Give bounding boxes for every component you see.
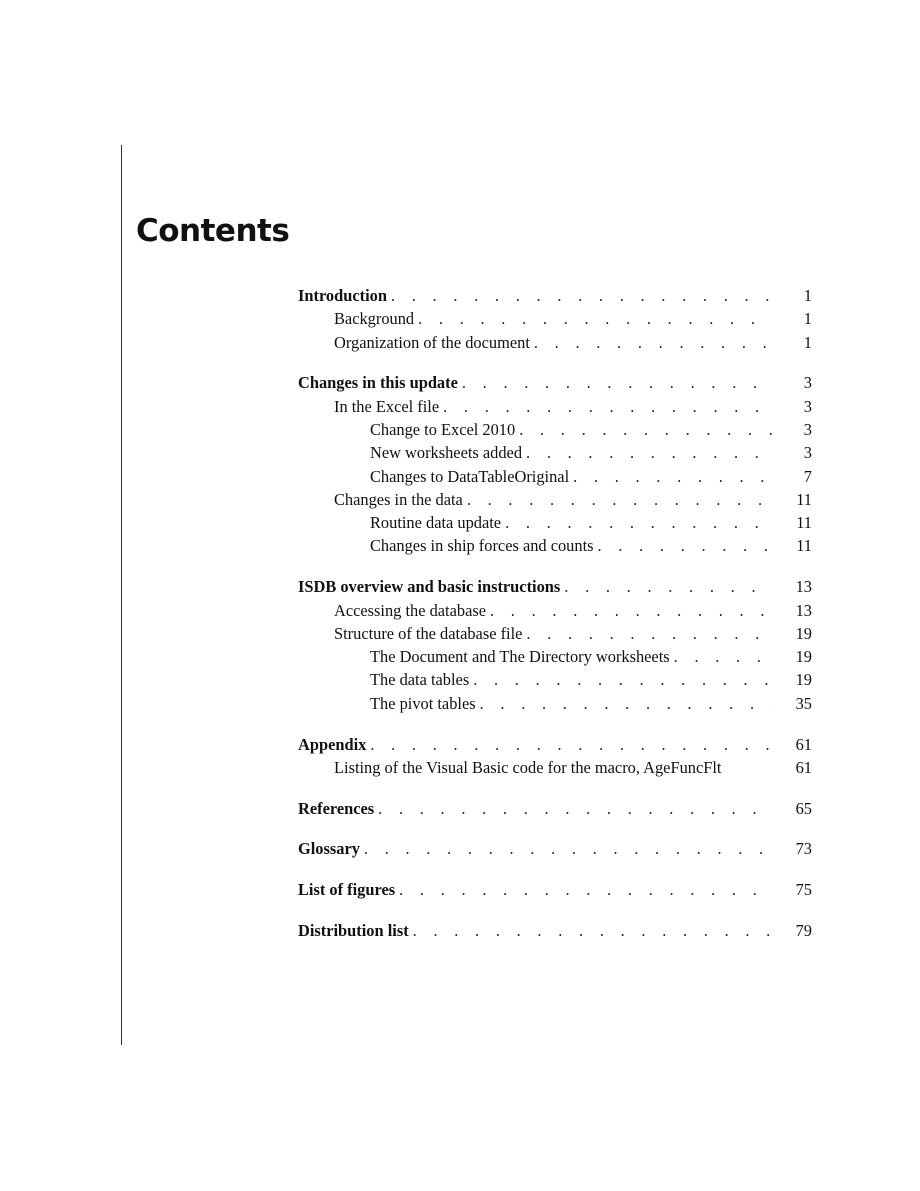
dot-leader bbox=[414, 307, 772, 330]
table-of-contents bbox=[298, 284, 812, 960]
toc-section bbox=[298, 733, 812, 780]
toc-entry[interactable] bbox=[298, 733, 812, 756]
toc-entry-title: Changes in this update bbox=[298, 373, 458, 393]
toc-entry-title: Changes to DataTableOriginal bbox=[370, 466, 570, 486]
toc-entry[interactable] bbox=[298, 511, 812, 534]
dot-leader bbox=[560, 575, 772, 598]
toc-page-number: 79 bbox=[795, 921, 812, 941]
toc-entry[interactable] bbox=[298, 797, 812, 820]
toc-entry[interactable] bbox=[298, 837, 812, 860]
toc-entry-title: Changes in the data bbox=[334, 489, 463, 509]
toc-entry-title: Routine data update bbox=[370, 513, 502, 533]
margin-rule bbox=[121, 145, 122, 1045]
toc-entry-title: Organization of the document bbox=[334, 332, 530, 352]
dot-leader bbox=[458, 371, 772, 394]
toc-entry-title: The data tables bbox=[370, 670, 470, 690]
toc-page-number: 65 bbox=[795, 798, 812, 818]
dot-leader bbox=[387, 284, 772, 307]
toc-page-number: 7 bbox=[803, 466, 812, 486]
toc-entry[interactable] bbox=[298, 284, 812, 307]
toc-entry-title: Accessing the database bbox=[334, 600, 487, 620]
dot-leader bbox=[522, 441, 772, 464]
toc-page-number: 1 bbox=[803, 309, 812, 329]
toc-entry[interactable] bbox=[298, 534, 812, 557]
dot-leader bbox=[439, 395, 772, 418]
toc-section bbox=[298, 371, 812, 557]
toc-page-number: 11 bbox=[796, 489, 812, 509]
toc-entry[interactable] bbox=[298, 575, 812, 598]
toc-page-number: 3 bbox=[803, 443, 812, 463]
toc-section bbox=[298, 919, 812, 942]
dot-leader bbox=[395, 878, 772, 901]
toc-entry-title: The pivot tables bbox=[370, 693, 476, 713]
toc-entry[interactable] bbox=[298, 668, 812, 691]
toc-entry[interactable] bbox=[298, 878, 812, 901]
toc-page-number: 13 bbox=[795, 600, 812, 620]
toc-entry-title: New worksheets added bbox=[370, 443, 523, 463]
toc-page-number: 61 bbox=[795, 757, 812, 777]
toc-page-number: 3 bbox=[803, 419, 812, 439]
toc-page-number: 73 bbox=[795, 839, 812, 859]
toc-entry[interactable] bbox=[298, 441, 812, 464]
dot-leader bbox=[374, 797, 772, 820]
toc-page-number: 1 bbox=[803, 286, 812, 305]
toc-entry-title: References bbox=[298, 798, 375, 818]
dot-leader bbox=[501, 511, 772, 534]
toc-page-number: 11 bbox=[796, 536, 812, 556]
dot-leader bbox=[569, 465, 772, 488]
toc-section bbox=[298, 878, 812, 901]
toc-entry-title: The Document and The Directory worksheets bbox=[370, 647, 670, 667]
toc-entry-title: Structure of the database file bbox=[334, 623, 523, 643]
toc-entry[interactable] bbox=[298, 692, 812, 715]
toc-entry[interactable] bbox=[298, 488, 812, 511]
toc-entry-title: Changes in ship forces and counts bbox=[370, 536, 594, 556]
toc-page-number: 75 bbox=[795, 880, 812, 900]
toc-entry[interactable] bbox=[298, 395, 812, 418]
toc-entry[interactable] bbox=[298, 418, 812, 441]
toc-page-number: 61 bbox=[795, 734, 812, 754]
dot-leader bbox=[476, 692, 772, 715]
toc-page-number: 19 bbox=[795, 670, 812, 690]
toc-entry-title: Glossary bbox=[298, 839, 360, 859]
toc-section bbox=[298, 837, 812, 860]
toc-entry[interactable] bbox=[298, 645, 812, 668]
toc-page-number: 1 bbox=[803, 332, 812, 352]
toc-page-number: 35 bbox=[795, 693, 812, 713]
toc-entry-title: Appendix bbox=[298, 734, 367, 754]
dot-leader bbox=[594, 534, 772, 557]
dot-leader bbox=[522, 622, 772, 645]
dot-leader bbox=[409, 919, 772, 942]
toc-page-number: 3 bbox=[803, 396, 812, 416]
dot-leader bbox=[486, 599, 772, 622]
dot-leader bbox=[515, 418, 772, 441]
dot-leader bbox=[670, 645, 772, 668]
toc-page-number: 19 bbox=[795, 623, 812, 643]
dot-leader bbox=[469, 668, 772, 691]
toc-entry[interactable] bbox=[298, 465, 812, 488]
dot-leader bbox=[463, 488, 772, 511]
toc-section bbox=[298, 575, 812, 715]
toc-entry-title: ISDB overview and basic instructions bbox=[298, 577, 561, 597]
toc-entry-title: Background bbox=[334, 309, 415, 329]
toc-page-number: 19 bbox=[795, 647, 812, 667]
toc-entry[interactable] bbox=[298, 331, 812, 354]
toc-entry-title: Introduction bbox=[298, 286, 387, 305]
toc-entry-title: Change to Excel 2010 bbox=[370, 419, 516, 439]
toc-page-number: 13 bbox=[795, 577, 812, 597]
toc-entry[interactable] bbox=[298, 756, 812, 779]
toc-entry-title: List of figures bbox=[298, 880, 396, 900]
toc-section bbox=[298, 797, 812, 820]
toc-entry[interactable] bbox=[298, 599, 812, 622]
page-title: Contents bbox=[136, 213, 290, 249]
dot-leader bbox=[530, 331, 772, 354]
dot-leader bbox=[366, 733, 772, 756]
toc-entry-title: Listing of the Visual Basic code for the macro, AgeFuncFlt bbox=[334, 757, 722, 777]
toc-page-number: 3 bbox=[803, 373, 812, 393]
toc-entry-title: Distribution list bbox=[298, 921, 409, 941]
toc-entry-title: In the Excel file bbox=[334, 396, 440, 416]
toc-entry[interactable] bbox=[298, 371, 812, 394]
toc-entry[interactable] bbox=[298, 919, 812, 942]
toc-entry[interactable] bbox=[298, 307, 812, 330]
toc-entry[interactable] bbox=[298, 622, 812, 645]
toc-section bbox=[298, 284, 812, 354]
toc-page-number: 11 bbox=[796, 513, 812, 533]
dot-leader bbox=[360, 837, 772, 860]
